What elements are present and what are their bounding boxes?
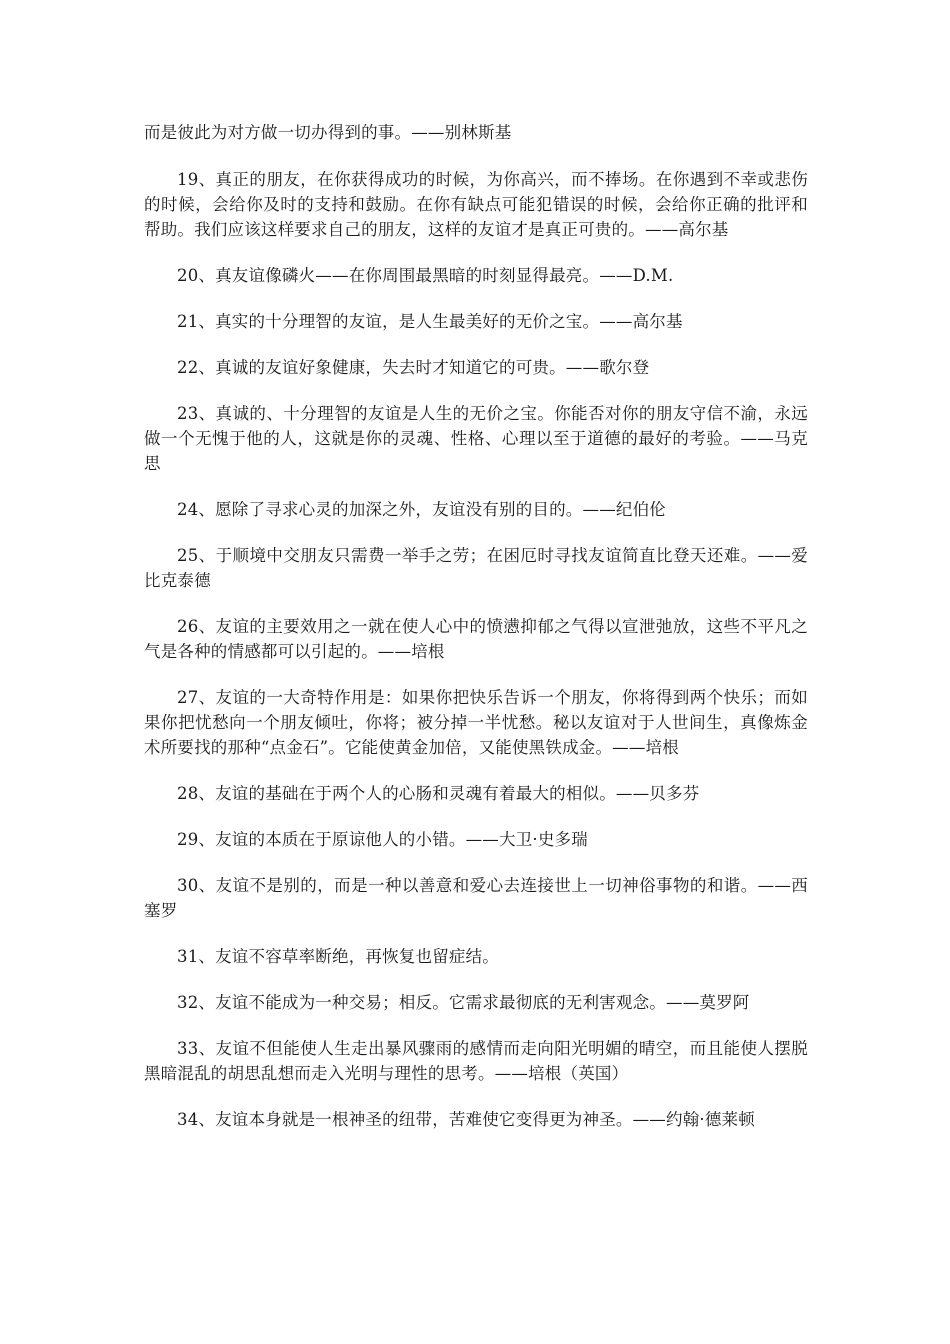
document-page — [144, 120, 808, 1153]
quote-paragraph: 19、真正的朋友，在你获得成功的时候，为你高兴，而不捧场。在你遇到不幸或悲伤的时候，会给你及时的支持和鼓励。在你有缺点可能犯错误的时候，会给你正确的批评和帮助。我们应该这样要求自己的朋友，这样的友谊才是真正可贵的。——高尔基 — [144, 170, 808, 239]
quote-paragraph: 22、真诚的友谊好象健康，失去时才知道它的可贵。——歌尔登 — [177, 358, 650, 377]
quote-paragraph: 而是彼此为对方做一切办得到的事。——别林斯基 — [144, 123, 512, 142]
quote-paragraph: 31、友谊不容草率断绝，再恢复也留症结。 — [177, 947, 499, 966]
quote-paragraph: 25、于顺境中交朋友只需费一举手之劳；在困厄时寻找友谊简直比登天还难。——爱比克泰德 — [144, 546, 808, 590]
quote-paragraph: 23、真诚的、十分理智的友谊是人生的无价之宝。你能否对你的朋友守信不渝，永远做一个无愧于他的人，这就是你的灵魂、性格、心理以至于道德的最好的考验。——马克思 — [144, 404, 808, 473]
quote-paragraph: 33、友谊不但能使人生走出暴风骤雨的感情而走向阳光明媚的晴空，而且能使人摆脱黑暗混乱的胡思乱想而走入光明与理性的思考。——培根（英国） — [144, 1039, 808, 1083]
quote-paragraph: 26、友谊的主要效用之一就在使人心中的愤懑抑郁之气得以宣泄弛放，这些不平凡之气是各种的情感都可以引起的。——培根 — [144, 617, 808, 661]
quote-paragraph: 24、愿除了寻求心灵的加深之外，友谊没有别的目的。——纪伯伦 — [177, 500, 666, 519]
quote-paragraph: 34、友谊本身就是一根神圣的纽带，苦难使它变得更为神圣。——约翰·德莱顿 — [177, 1110, 755, 1129]
quote-paragraph: 27、友谊的一大奇特作用是：如果你把快乐告诉一个朋友，你将得到两个快乐；而如果你把忧愁向一个朋友倾吐，你将；被分掉一半忧愁。秘以友谊对于人世间生，真像炼金术所要找的那种“点金石”。它能使黄金加倍，又能使黑铁成金。——培根 — [144, 688, 808, 757]
quote-paragraph: 20、真友谊像磷火——在你周围最黑暗的时刻显得最亮。——D.M. — [177, 266, 674, 285]
quote-paragraph: 30、友谊不是别的，而是一种以善意和爱心去连接世上一切神俗事物的和谐。——西塞罗 — [144, 876, 808, 920]
quote-paragraph: 21、真实的十分理智的友谊，是人生最美好的无价之宝。——高尔基 — [177, 312, 683, 331]
quote-paragraph: 29、友谊的本质在于原谅他人的小错。——大卫·史多瑞 — [177, 830, 588, 849]
quote-paragraph: 32、友谊不能成为一种交易；相反。它需求最彻底的无利害观念。——莫罗阿 — [177, 993, 750, 1012]
quote-paragraph: 28、友谊的基础在于两个人的心肠和灵魂有着最大的相似。——贝多芬 — [177, 784, 700, 803]
